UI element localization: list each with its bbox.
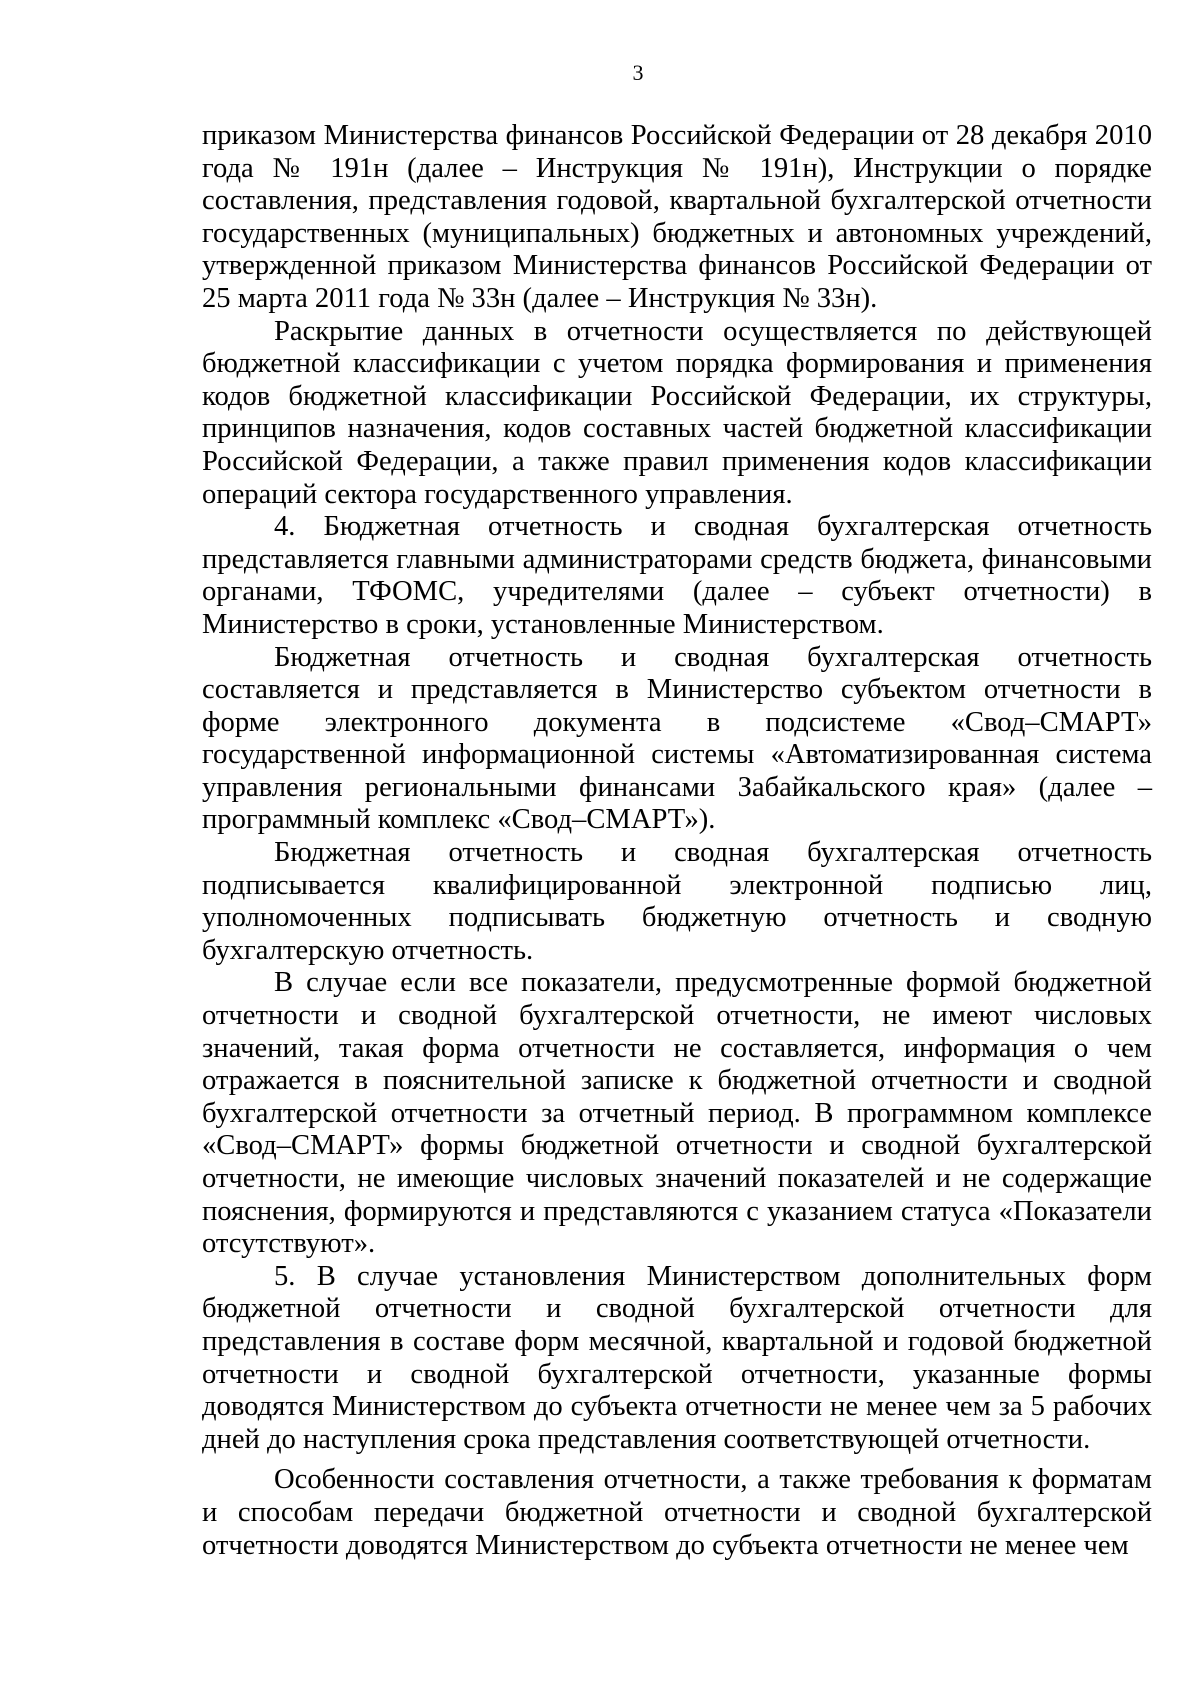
paragraph-continuation: приказом Министерства финансов Российской Федерации от 28 декабря 2010 года № 191н (далее – Инструкция № 191н), Инструкции о порядке составления, представления годовой, квартальной бухгалтерской отчетности государственных (муниципальных) бюджетных и автономных учреждений, утвержденной приказом Министерства финансов Российской Федерации от 25 марта 2011 года № 33н (далее – Инструкция № 33н). — [202, 120, 1152, 314]
paragraph-formats: Особенности составления отчетности, а также требования к форматам и способам передачи бюджетной отчетности и сводной бухгалтерской отчетности доводятся Министерством до субъекта отчетности не менее чем — [202, 1464, 1152, 1561]
document-body — [202, 120, 1152, 1562]
paragraph-clause-5: 5. В случае установления Министерством дополнительных форм бюджетной отчетности и сводной бухгалтерской отчетности для представления в составе форм месячной, квартальной и годовой бюджетной отчетности и сводной бухгалтерской отчетности, указанные формы доводятся Министерством до субъекта отчетности не менее чем за 5 рабочих дней до наступления срока представления соответствующей отчетности. — [202, 1260, 1152, 1455]
paragraph-data-disclosure: Раскрытие данных в отчетности осуществляется по действующей бюджетной классификации с учетом порядка формирования и применения кодов бюджетной классификации Российской Федерации, их структуры, принципов назначения, кодов составных частей бюджетной классификации Российской Федерации, а также правил применения кодов классификации операций сектора государственного управления. — [202, 315, 1152, 510]
paragraph-electronic-form: Бюджетная отчетность и сводная бухгалтерская отчетность составляется и представляется в Министерство субъектом отчетности в форме электронного документа в подсистеме «Свод–СМАРТ» государственной информационной системы «Автоматизированная система управления региональными финансами Забайкальского края» (далее – программный комплекс «Свод–СМАРТ»). — [202, 641, 1152, 836]
paragraph-clause-4: 4. Бюджетная отчетность и сводная бухгалтерская отчетность представляется главными администраторами средств бюджета, финансовыми органами, ТФОМС, учредителями (далее – субъект отчетности) в Министерство в сроки, установленные Министерством. — [202, 511, 1152, 640]
page-number: 3 — [632, 60, 644, 85]
paragraph-signature: Бюджетная отчетность и сводная бухгалтерская отчетность подписывается квалифицированной электронной подписью лиц, уполномоченных подписывать бюджетную отчетность и сводную бухгалтерскую отчетность. — [202, 837, 1152, 966]
paragraph-no-values: В случае если все показатели, предусмотренные формой бюджетной отчетности и сводной бухгалтерской отчетности, не имеют числовых значений, такая форма отчетности не составляется, информация о чем отражается в пояснительной записке к бюджетной отчетности и сводной бухгалтерской отчетности за отчетный период. В программном комплексе «Свод–СМАРТ» формы бюджетной отчетности и сводной бухгалтерской отчетности, не имеющие числовых значений показателей и не содержащие пояснения, формируются и представляются с указанием статуса «Показатели отсутствуют». — [202, 967, 1152, 1260]
